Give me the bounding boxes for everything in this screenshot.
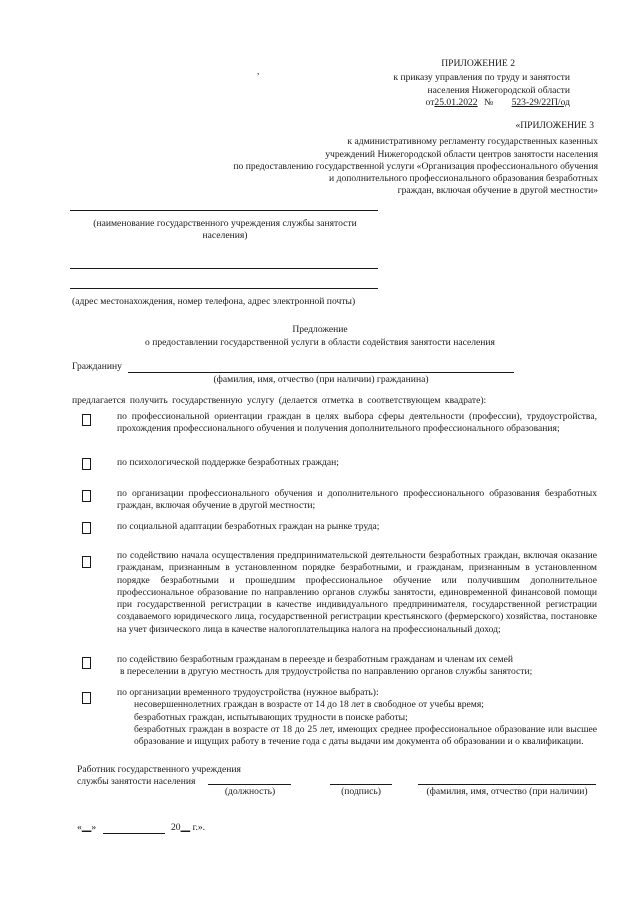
date-open-quote: « — [77, 822, 82, 833]
signature-line[interactable] — [330, 784, 392, 785]
annex2-line1: к приказу управления по труду и занятости — [393, 72, 570, 84]
address-line-2[interactable] — [70, 288, 378, 289]
option-temp-sub-difficulties: безработных граждан, испытывающих трудности в поиске работы; — [134, 711, 408, 723]
option-temp-employment-title: по организации временного трудоустройства (нужное выбрать): — [117, 687, 379, 698]
worker-name-caption: (фамилия, имя, отчество (при наличии) — [426, 786, 588, 797]
date-close-quote: » — [91, 822, 97, 833]
address-caption: (адрес местонахождения, номер телефона, адрес электронной почты) — [72, 296, 356, 307]
document-title: Предложение — [292, 324, 348, 335]
position-line[interactable] — [208, 784, 291, 785]
annex3-line: учреждений Нижегородской области центров занятости населения — [325, 148, 598, 160]
option-checkbox-psych-support[interactable] — [82, 458, 91, 470]
date-month-blank[interactable] — [103, 833, 165, 834]
annex3-title: «ПРИЛОЖЕНИЕ 3 — [515, 120, 594, 131]
worker-label-line1: Работник государственного учреждения — [77, 764, 241, 775]
option-career-guidance: по профессиональной ориентации граждан в целях выбора сферы деятельности (профессии), трудоустройства, прохождения профессионального обучения и получения дополнительного профессионального образования; — [117, 411, 597, 435]
annex2-date: 25.01.2022 — [434, 96, 478, 108]
option-checkbox-temp-employment[interactable] — [82, 692, 91, 704]
date-day-blank[interactable]: __ — [81, 822, 92, 833]
date-year-prefix: 20 — [171, 822, 181, 833]
annex2-title: ПРИЛОЖЕНИЕ 2 — [441, 58, 515, 69]
option-social-adaptation: по социальной адаптации безработных граждан на рынке труда; — [117, 521, 380, 532]
institution-name-line[interactable] — [70, 210, 378, 211]
option-psych-support: по психологической поддержке безработных граждан; — [117, 457, 339, 468]
signature-date — [77, 822, 205, 834]
annex3-block — [178, 120, 598, 198]
citizen-label: Гражданину — [72, 361, 122, 372]
annex2-number: 523-29/22П/од — [511, 96, 570, 108]
annex2-number-sign: № — [484, 96, 494, 108]
annex3-line: и дополнительного профессионального образования безработных — [329, 173, 598, 185]
option-checkbox-career-guidance[interactable] — [82, 414, 91, 426]
option-checkbox-social-adaptation[interactable] — [82, 522, 91, 534]
position-caption: (должность) — [224, 786, 276, 797]
annex2-date-prefix: от — [425, 96, 435, 108]
date-year-blank[interactable]: __ — [180, 822, 191, 833]
document-subtitle: о предоставлении государственной услуги в области содействия занятости населения — [145, 337, 495, 348]
option-checkbox-relocation[interactable] — [82, 657, 91, 669]
option-checkbox-training[interactable] — [82, 490, 91, 502]
annex3-line: граждан, включая обучение в другой местности» — [397, 185, 598, 197]
annex2-block — [270, 58, 570, 109]
citizen-caption: (фамилия, имя, отчество (при наличии) гражданина) — [213, 374, 429, 385]
annex3-line: по предоставлению государственной услуги «Организация профессионального обучения — [233, 160, 598, 172]
option-relocation-line1: по содействию безработным гражданам в переезде и безработным гражданам и членам их семей — [117, 654, 513, 665]
option-training: по организации профессионального обучения и дополнительного профессионального образования безработных граждан, включая обучение в другой местности; — [117, 488, 597, 512]
option-temp-sub-graduates: безработных граждан в возрасте от 18 до 25 лет, имеющих среднее профессиональное образование или высшее образование и ищущих работу в течение года с даты выдачи им документа об образовании и о квалификации. — [134, 723, 597, 748]
option-relocation-line2: в переселении в другую местность для трудоустройства по направлению органов службы занятости; — [120, 666, 533, 678]
stray-mark: , — [257, 66, 260, 77]
annex2-line2: населения Нижегородской области — [427, 84, 570, 96]
annex3-line: к административному регламенту государственных казенных — [347, 136, 598, 148]
option-entrepreneurship: по содействию начала осуществления предпринимательской деятельности безработных граждан, включая оказание гражданам, признанным в установленном порядке безработными, и гражданам, признанным в установленном порядке безработными и прошедшим профессиональное обучение или получившим дополнительное профессиональное образование по направлению органов службы занятости, единовременной финансовой помощи при государственной регистрации в качестве индивидуального предпринимателя, государственной регистрации создаваемого юридического лица, государственной регистрации крестьянского (фермерского) хозяйства, постановке на учет физического лица в качестве налогоплательщика налога на профессиональный доход; — [117, 550, 597, 635]
option-checkbox-entrepreneurship[interactable] — [82, 556, 91, 568]
option-temp-sub-minors: несовершеннолетних граждан в возрасте от 14 до 18 лет в свободное от учебы время; — [134, 699, 484, 711]
date-year-suffix: г.». — [190, 822, 206, 833]
annex2-date-line — [270, 97, 570, 109]
address-line-1[interactable] — [70, 268, 378, 269]
intro-text: предлагается получить государственную услугу (делается отметка в соответствующем квадрате): — [72, 395, 487, 406]
option-relocation — [117, 654, 597, 679]
signature-caption: (подпись) — [341, 786, 381, 797]
option-temp-employment — [117, 687, 597, 748]
worker-label-line2: службы занятости населения — [77, 776, 196, 788]
worker-name-line[interactable] — [418, 784, 596, 785]
institution-caption: (наименование государственного учреждения службы занятости населения) — [93, 218, 357, 242]
citizen-name-line[interactable] — [128, 372, 514, 373]
